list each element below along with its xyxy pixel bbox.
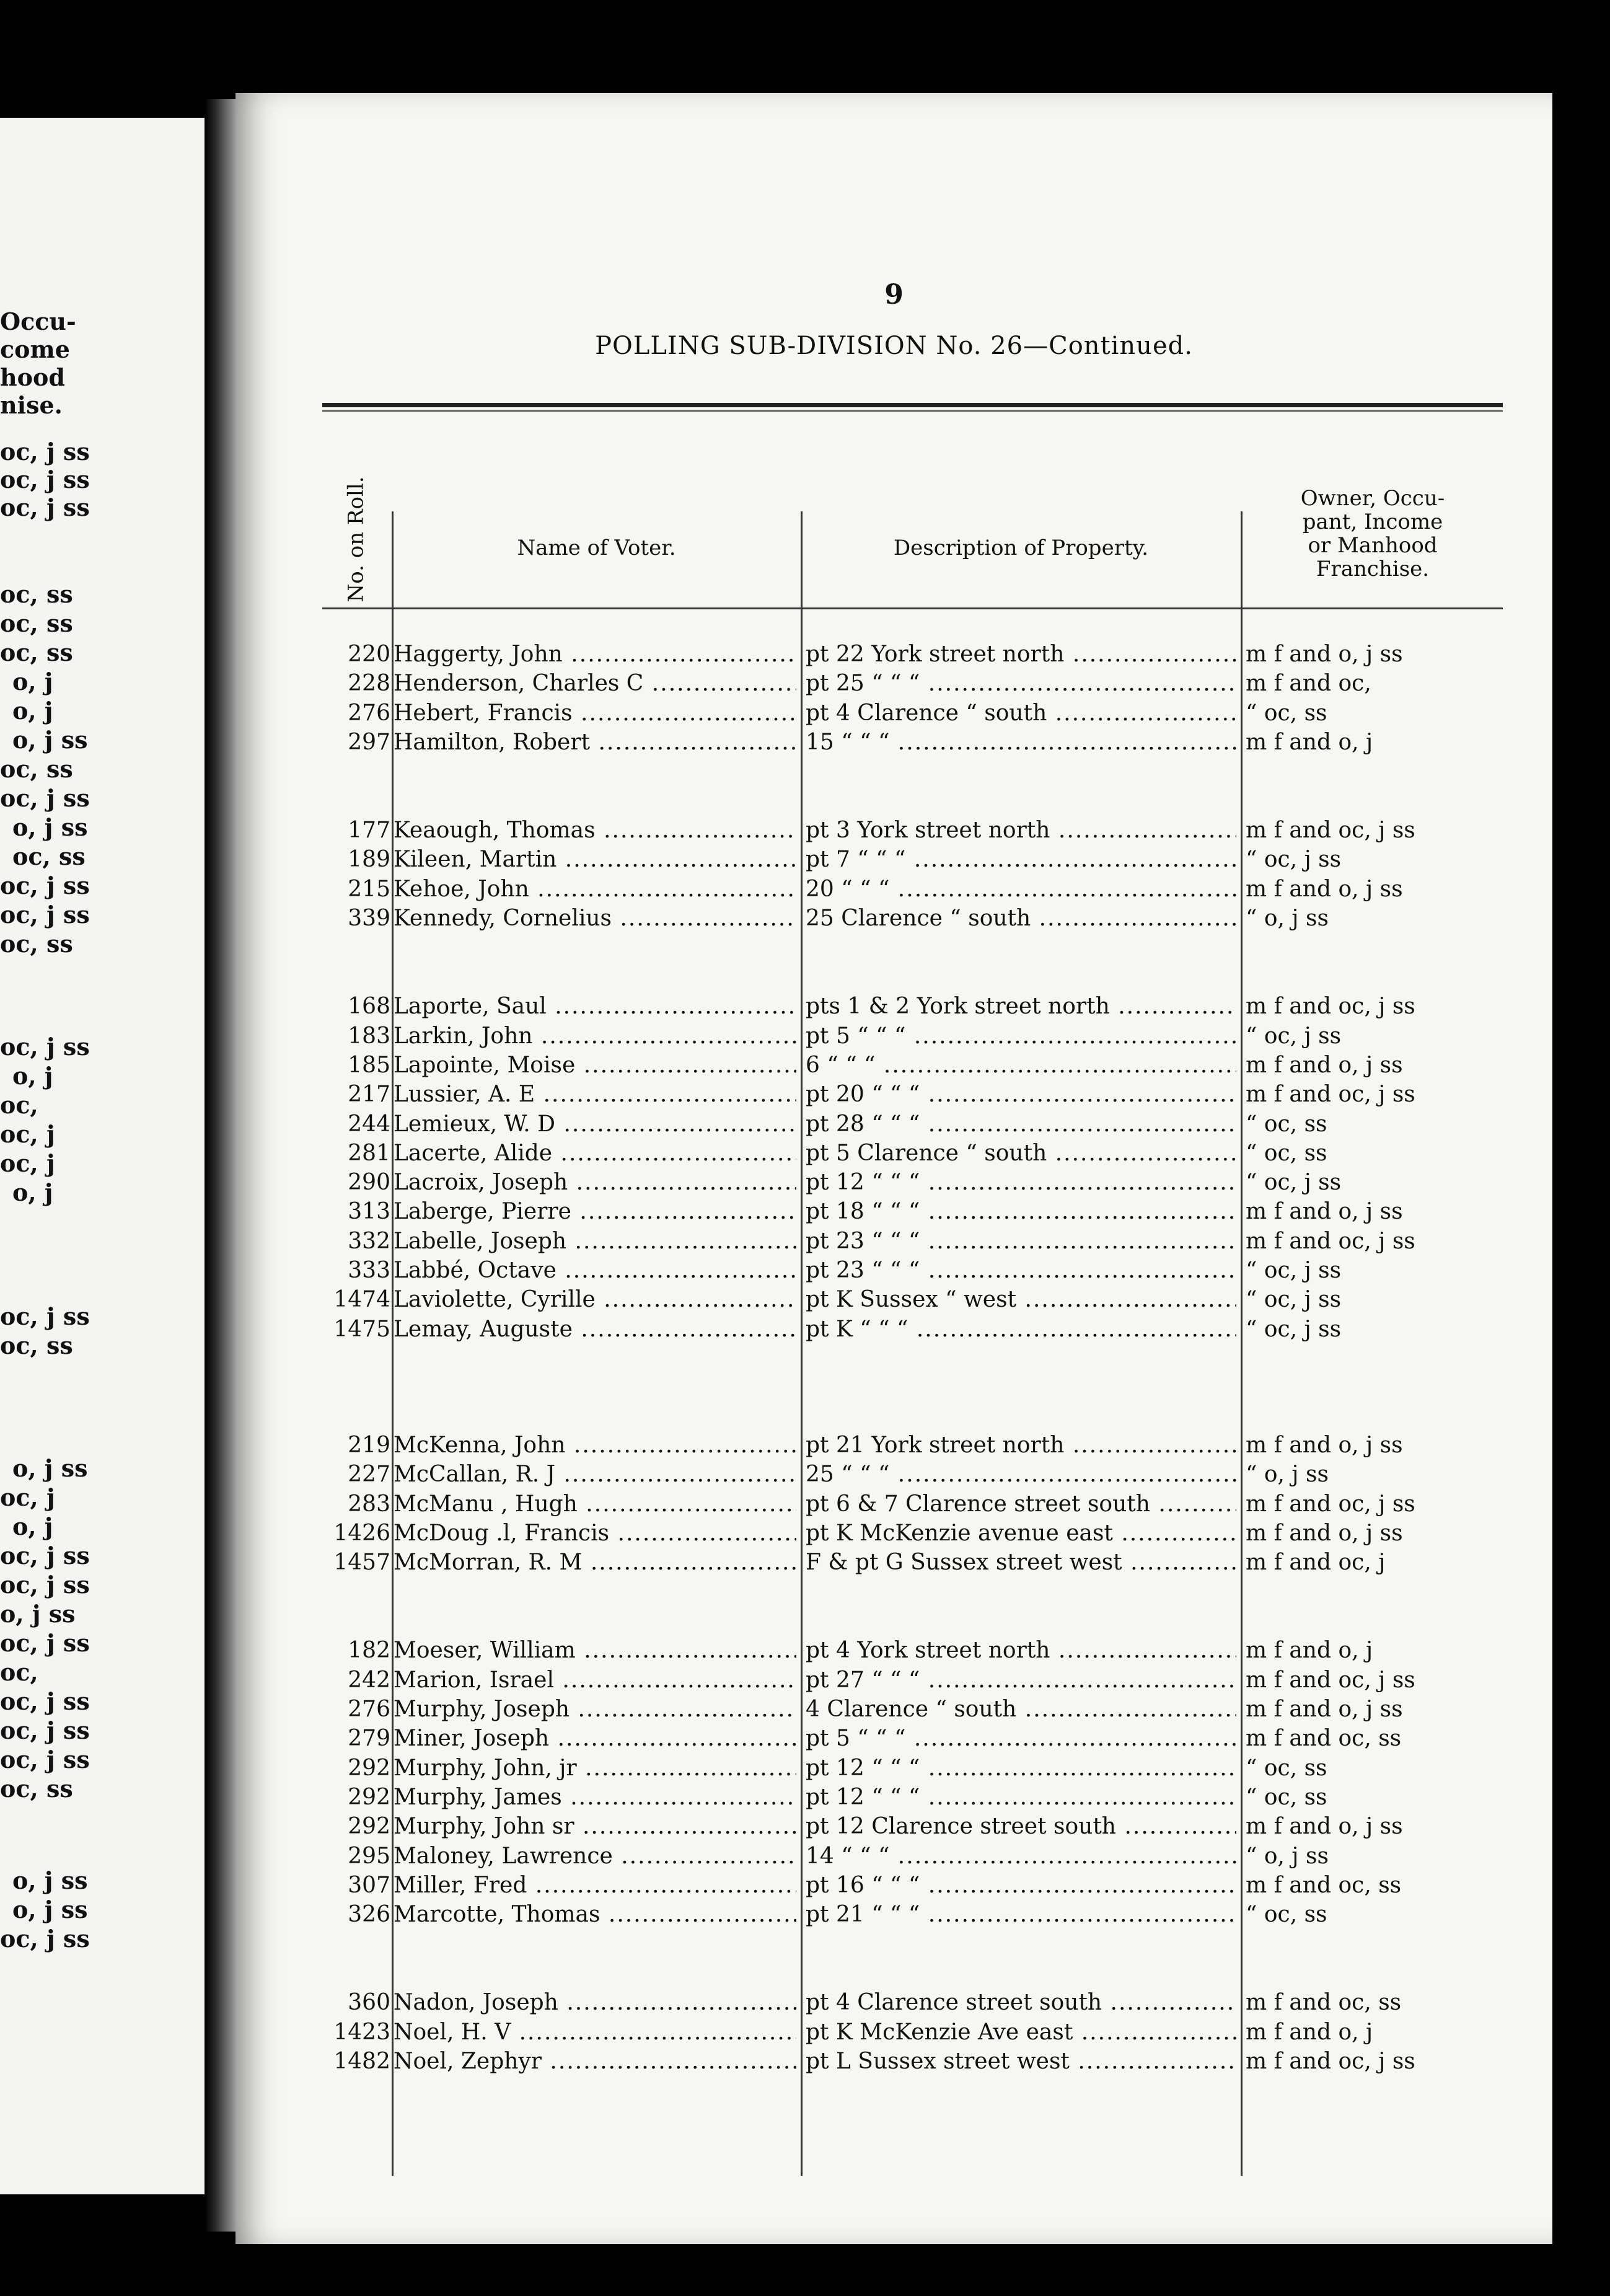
previous-page-fragment: oc, ss (0, 930, 73, 958)
property-description: pt 27 “ “ “ ..... (806, 1667, 1236, 1693)
table-row (322, 730, 1503, 759)
table-row (322, 1697, 1503, 1726)
franchise: m f and o, j (1246, 729, 1373, 755)
previous-page-fragment: o, j ss (12, 726, 88, 754)
voter-name: Larkin, John ..... (394, 1023, 796, 1049)
roll-number: 1482 (333, 2048, 390, 2074)
previous-page-fragment: o, j (12, 1512, 53, 1540)
table-row (322, 1550, 1503, 1579)
property-description: pt 18 “ “ “ ..... (806, 1199, 1236, 1224)
previous-page-fragment: oc, j (0, 1483, 55, 1511)
voter-name: Henderson, Charles C ..... (394, 671, 796, 696)
table-row (322, 1990, 1503, 2019)
roll-number: 219 (348, 1432, 390, 1458)
franchise: m f and oc, ss (1246, 1726, 1402, 1752)
previous-page-fragment: o, j (12, 1062, 53, 1090)
header-name-of-voter: Name of Voter. (517, 536, 676, 560)
group-spacer (322, 935, 1503, 994)
roll-number: 281 (348, 1140, 390, 1166)
roll-number: 1474 (333, 1287, 390, 1313)
previous-page-fragment: Occu- (0, 307, 76, 335)
voter-name: Hamilton, Robert ..... (394, 730, 796, 755)
property-description: 20 “ “ “ ..... (806, 876, 1236, 902)
table-row (322, 642, 1503, 671)
previous-page-fragment: oc, (0, 1091, 38, 1119)
roll-number: 244 (348, 1111, 390, 1137)
previous-page-fragment: oc, j ss (0, 1925, 90, 1953)
voter-name: Laporte, Saul ..... (394, 994, 796, 1019)
previous-page-fragment: oc, j ss (0, 1629, 90, 1657)
franchise: m f and oc, j ss (1246, 1082, 1415, 1108)
header-franchise-line: or Manhood (1308, 533, 1438, 558)
previous-page-fragment: o, j (12, 1178, 53, 1206)
roll-number: 220 (348, 642, 390, 667)
property-description: pt 4 York street north ..... (806, 1638, 1236, 1663)
roll-number: 279 (348, 1726, 390, 1752)
property-description: pt K “ “ “ ..... (806, 1317, 1236, 1342)
voter-name: Miner, Joseph ..... (394, 1726, 796, 1751)
previous-page-fragment: oc, ss (0, 1775, 73, 1803)
roll-number: 189 (348, 847, 390, 873)
page-heading: POLLING SUB-DIVISION No. 26—Continued. (595, 332, 1193, 360)
roll-number: 276 (348, 1697, 390, 1723)
table-top-rule (322, 403, 1503, 407)
table-row (322, 1462, 1503, 1491)
previous-page-fragment: oc, j ss (0, 1716, 90, 1744)
voter-name: McKenna, John ..... (394, 1433, 796, 1458)
franchise: “ oc, j ss (1246, 1023, 1342, 1049)
property-description: pt 22 York street north ..... (806, 642, 1236, 667)
roll-number: 332 (348, 1228, 390, 1254)
table-row (322, 994, 1503, 1023)
roll-number: 215 (348, 876, 390, 902)
table-row (322, 1199, 1503, 1228)
property-description: 4 Clarence “ south ..... (806, 1697, 1236, 1722)
table-row (322, 1726, 1503, 1755)
voter-name: Murphy, John sr ..... (394, 1814, 796, 1839)
voter-name: Labelle, Joseph ..... (394, 1229, 796, 1254)
voter-name: Maloney, Lawrence ..... (394, 1843, 796, 1869)
previous-page-fragment: oc, ss (0, 755, 73, 783)
voter-name: Lemay, Auguste ..... (394, 1317, 796, 1342)
table-row (322, 1317, 1503, 1346)
roll-number: 217 (348, 1082, 390, 1108)
voter-name: Miller, Fred ..... (394, 1873, 796, 1898)
franchise: “ oc, j ss (1246, 1287, 1342, 1313)
previous-page-fragment: oc, j ss (0, 872, 90, 899)
ledger-page (235, 93, 1552, 2244)
franchise: m f and o, j ss (1246, 1432, 1403, 1458)
table-row (322, 671, 1503, 700)
table-row (322, 876, 1503, 906)
franchise: m f and oc, j ss (1246, 1491, 1415, 1517)
previous-page-fragment: come (0, 335, 70, 363)
property-description: 25 Clarence “ south ..... (806, 906, 1236, 931)
previous-page-fragment: oc, j ss (0, 1571, 90, 1599)
previous-page-fragment: oc, j ss (0, 1033, 90, 1061)
property-description: pt K McKenzie Ave east ..... (806, 2020, 1236, 2045)
voter-name: Murphy, Joseph ..... (394, 1697, 796, 1722)
page-number: 9 (884, 279, 904, 311)
roll-number: 307 (348, 1872, 390, 1898)
voter-name: McMorran, R. M ..... (394, 1550, 796, 1575)
property-description: 6 “ “ “ ..... (806, 1053, 1236, 1078)
property-description: pt K McKenzie avenue east ..... (806, 1521, 1236, 1546)
previous-page-fragment: hood (0, 363, 65, 391)
previous-page-fragment: o, j ss (12, 1866, 88, 1894)
previous-page-fragment: oc, j ss (0, 901, 90, 929)
roll-number: 168 (348, 994, 390, 1020)
table-row (322, 1755, 1503, 1785)
roll-number: 1423 (333, 2019, 390, 2045)
franchise: m f and oc, j ss (1246, 2048, 1415, 2074)
voter-name: Laberge, Pierre ..... (394, 1199, 796, 1224)
voter-name: Marcotte, Thomas ..... (394, 1902, 796, 1927)
header-franchise (1243, 487, 1503, 581)
previous-page-fragment: oc, ss (0, 580, 73, 608)
property-description: F & pt G Sussex street west ..... (806, 1550, 1236, 1575)
voter-name: Labbé, Octave ..... (394, 1258, 796, 1283)
previous-page-fragment: o, j (12, 697, 53, 725)
roll-number: 339 (348, 906, 390, 932)
property-description: pt 7 “ “ “ ..... (806, 847, 1236, 872)
previous-page-fragment: oc, j ss (0, 438, 90, 466)
header-franchise-line: Owner, Occu- (1300, 486, 1445, 511)
voter-name: Marion, Israel ..... (394, 1667, 796, 1693)
roll-number: 1457 (333, 1550, 390, 1576)
voter-table (322, 403, 1503, 2176)
previous-page-fragment: oc, j ss (0, 493, 90, 521)
franchise: “ oc, ss (1246, 1755, 1327, 1781)
table-row (322, 1023, 1503, 1053)
previous-page-fragment: oc, j ss (0, 1746, 90, 1773)
property-description: pt 28 “ “ “ ..... (806, 1111, 1236, 1137)
franchise: m f and oc, ss (1246, 1990, 1402, 2016)
table-row (322, 700, 1503, 730)
table-row (322, 847, 1503, 876)
property-description: pt 3 York street north ..... (806, 818, 1236, 843)
roll-number: 313 (348, 1199, 390, 1225)
roll-number: 292 (348, 1814, 390, 1840)
previous-page-fragment: oc, j ss (0, 1687, 90, 1715)
property-description: pt 5 Clarence “ south ..... (806, 1141, 1236, 1166)
column-headers (322, 415, 1503, 607)
table-row (322, 2020, 1503, 2049)
previous-page-fragment: oc, ss (0, 638, 73, 666)
franchise: m f and o, j ss (1246, 1052, 1403, 1078)
property-description: pt 21 “ “ “ ..... (806, 1902, 1236, 1927)
table-row (322, 906, 1503, 935)
franchise: “ oc, j ss (1246, 1170, 1342, 1196)
previous-page-fragment: oc, j (0, 1149, 55, 1177)
franchise: m f and o, j (1246, 2019, 1373, 2045)
table-row (322, 1141, 1503, 1170)
previous-page-fragment: oc, (0, 1658, 38, 1686)
header-description-of-property: Description of Property. (893, 536, 1149, 560)
franchise: “ oc, ss (1246, 700, 1327, 726)
roll-number: 183 (348, 1023, 390, 1049)
table-row (322, 1785, 1503, 1814)
voter-name: McCallan, R. J ..... (394, 1462, 796, 1487)
table-row (322, 1229, 1503, 1258)
previous-page-fragment: nise. (0, 391, 63, 419)
voter-name: Haggerty, John ..... (394, 642, 796, 667)
franchise: m f and oc, j (1246, 1550, 1386, 1576)
roll-number: 292 (348, 1755, 390, 1781)
table-row (322, 1638, 1503, 1667)
franchise: “ oc, j ss (1246, 1316, 1342, 1342)
previous-page-fragment: oc, j ss (0, 784, 90, 812)
previous-page-fragment: oc, ss (0, 609, 73, 637)
property-description: pt 16 “ “ “ ..... (806, 1873, 1236, 1898)
roll-number: 227 (348, 1462, 390, 1488)
table-row (322, 1814, 1503, 1843)
property-description: pt 4 Clarence “ south ..... (806, 700, 1236, 726)
voter-name: McDoug .l, Francis ..... (394, 1521, 796, 1546)
previous-page-fragment: oc, j ss (0, 466, 90, 493)
previous-page-fragment: oc, ss (0, 1331, 73, 1359)
header-franchise-line: Franchise. (1316, 557, 1430, 581)
franchise: m f and oc, j ss (1246, 1667, 1415, 1693)
franchise: m f and o, j ss (1246, 642, 1403, 667)
header-franchise-line: pant, Income (1302, 510, 1443, 534)
property-description: pt K Sussex “ west ..... (806, 1287, 1236, 1312)
table-row (322, 1843, 1503, 1873)
table-row (322, 2049, 1503, 2078)
property-description: pt 6 & 7 Clarence street south ..... (806, 1491, 1236, 1517)
property-description: pt 25 “ “ “ ..... (806, 671, 1236, 696)
franchise: m f and o, j ss (1246, 876, 1403, 902)
voter-rows (322, 642, 1503, 2078)
previous-page-fragment: oc, ss (12, 842, 86, 870)
property-description: pt 21 York street north ..... (806, 1433, 1236, 1458)
franchise: “ oc, ss (1246, 1111, 1327, 1137)
roll-number: 177 (348, 818, 390, 844)
header-no-on-roll: No. on Roll. (344, 476, 369, 603)
roll-number: 326 (348, 1902, 390, 1928)
roll-number: 283 (348, 1491, 390, 1517)
franchise: m f and o, j ss (1246, 1814, 1403, 1840)
franchise: m f and oc, j ss (1246, 818, 1415, 844)
franchise: m f and oc, j ss (1246, 994, 1415, 1020)
table-row (322, 1258, 1503, 1287)
roll-number: 182 (348, 1638, 390, 1664)
voter-name: McManu , Hugh ..... (394, 1491, 796, 1517)
table-row (322, 1873, 1503, 1902)
roll-number: 290 (348, 1170, 390, 1196)
table-row (322, 1902, 1503, 1931)
franchise: “ oc, j ss (1246, 1258, 1342, 1284)
property-description: pt 23 “ “ “ ..... (806, 1258, 1236, 1283)
franchise: “ oc, ss (1246, 1140, 1327, 1166)
property-description: pt 20 “ “ “ ..... (806, 1082, 1236, 1107)
franchise: m f and o, j (1246, 1638, 1373, 1664)
previous-page-fragment: o, j (12, 668, 53, 695)
voter-name: Keaough, Thomas ..... (394, 818, 796, 843)
property-description: pt L Sussex street west ..... (806, 2049, 1236, 2074)
franchise: “ o, j ss (1246, 1843, 1329, 1869)
group-spacer (322, 759, 1503, 818)
voter-name: Kehoe, John ..... (394, 876, 796, 902)
voter-name: Hebert, Francis ..... (394, 700, 796, 726)
table-row (322, 1111, 1503, 1141)
franchise: “ oc, ss (1246, 1784, 1327, 1810)
group-spacer (322, 1346, 1503, 1433)
voter-name: Noel, H. V ..... (394, 2020, 796, 2045)
voter-name: Kileen, Martin ..... (394, 847, 796, 872)
franchise: “ o, j ss (1246, 906, 1329, 932)
voter-name: Lapointe, Moise ..... (394, 1053, 796, 1078)
roll-number: 228 (348, 671, 390, 697)
property-description: pt 5 “ “ “ ..... (806, 1023, 1236, 1049)
franchise: m f and o, j ss (1246, 1520, 1403, 1546)
roll-number: 295 (348, 1843, 390, 1869)
property-description: 15 “ “ “ ..... (806, 730, 1236, 755)
voter-name: Murphy, James ..... (394, 1785, 796, 1810)
table-row (322, 1053, 1503, 1082)
property-description: pts 1 & 2 York street north ..... (806, 994, 1236, 1019)
table-row (322, 1521, 1503, 1550)
previous-page-fragment: o, j ss (12, 1454, 88, 1482)
voter-name: Nadon, Joseph ..... (394, 1990, 796, 2015)
roll-number: 333 (348, 1258, 390, 1284)
franchise: m f and o, j ss (1246, 1697, 1403, 1723)
property-description: pt 4 Clarence street south ..... (806, 1990, 1236, 2015)
property-description: pt 5 “ “ “ ..... (806, 1726, 1236, 1751)
voter-name: Noel, Zephyr ..... (394, 2049, 796, 2074)
table-row (322, 1491, 1503, 1521)
roll-number: 185 (348, 1052, 390, 1078)
roll-number: 297 (348, 729, 390, 755)
header-bottom-rule (322, 607, 1503, 609)
previous-page-fragment: o, j ss (12, 1896, 88, 1923)
voter-name: Lacerte, Alide ..... (394, 1141, 796, 1166)
table-row (322, 1287, 1503, 1316)
property-description: pt 12 “ “ “ ..... (806, 1755, 1236, 1781)
table-row (322, 1667, 1503, 1697)
franchise: “ oc, j ss (1246, 847, 1342, 873)
voter-name: Lemieux, W. D ..... (394, 1111, 796, 1137)
table-row (322, 1433, 1503, 1462)
roll-number: 292 (348, 1784, 390, 1810)
previous-page-fragment: o, j ss (12, 813, 88, 841)
franchise: m f and o, j ss (1246, 1199, 1403, 1225)
property-description: 25 “ “ “ ..... (806, 1462, 1236, 1487)
previous-page-fragment: oc, j (0, 1120, 55, 1148)
voter-name: Lussier, A. E ..... (394, 1082, 796, 1107)
property-description: pt 12 “ “ “ ..... (806, 1785, 1236, 1810)
previous-page-fragment: oc, j ss (0, 1302, 90, 1330)
roll-number: 276 (348, 700, 390, 726)
table-row (322, 1170, 1503, 1199)
franchise: “ o, j ss (1246, 1462, 1329, 1488)
property-description: pt 12 Clarence street south ..... (806, 1814, 1236, 1839)
property-description: 14 “ “ “ ..... (806, 1843, 1236, 1869)
previous-page-fragment: oc, j ss (0, 1542, 90, 1570)
franchise: m f and oc, j ss (1246, 1228, 1415, 1254)
franchise: “ oc, ss (1246, 1902, 1327, 1928)
franchise: m f and oc, (1246, 671, 1371, 697)
voter-name: Murphy, John, jr ..... (394, 1755, 796, 1781)
voter-name: Kennedy, Cornelius ..... (394, 906, 796, 931)
voter-name: Laviolette, Cyrille ..... (394, 1287, 796, 1312)
roll-number: 242 (348, 1667, 390, 1693)
group-spacer (322, 1931, 1503, 1990)
roll-number: 360 (348, 1990, 390, 2016)
roll-number: 1475 (333, 1316, 390, 1342)
franchise: m f and oc, ss (1246, 1872, 1402, 1898)
table-top-rule-thin (322, 410, 1503, 412)
property-description: pt 23 “ “ “ ..... (806, 1229, 1236, 1254)
table-row (322, 1082, 1503, 1111)
roll-number: 1426 (333, 1520, 390, 1546)
previous-page-fragment: o, j ss (0, 1600, 76, 1628)
voter-name: Moeser, William ..... (394, 1638, 796, 1663)
property-description: pt 12 “ “ “ ..... (806, 1170, 1236, 1195)
previous-page-strip (0, 118, 205, 2194)
group-spacer (322, 1579, 1503, 1638)
voter-name: Lacroix, Joseph ..... (394, 1170, 796, 1195)
table-row (322, 818, 1503, 847)
